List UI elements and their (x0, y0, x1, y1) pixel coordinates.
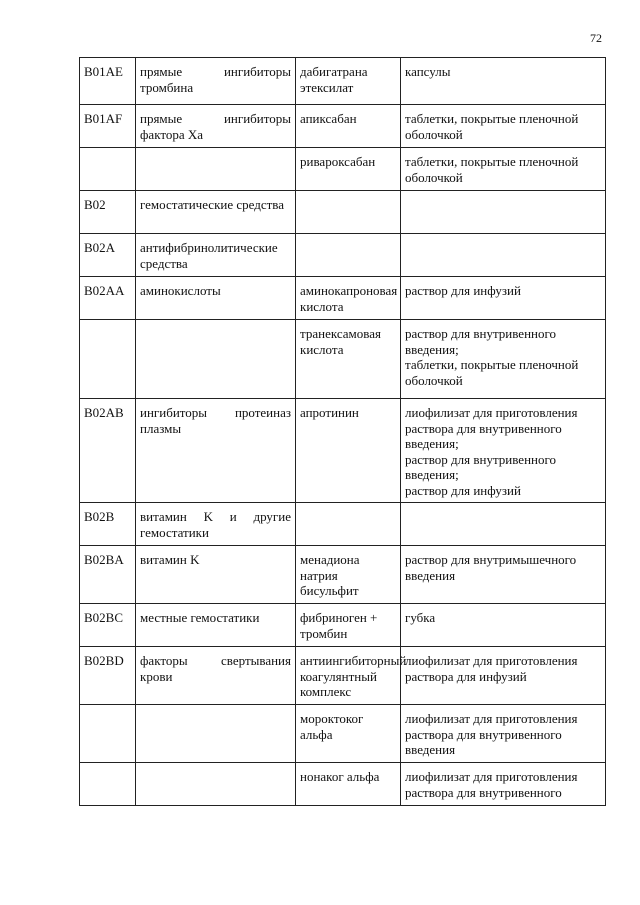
group-cell: витамин K (136, 546, 296, 604)
drug-cell: менадиона натрия бисульфит (296, 546, 401, 604)
code-cell (80, 148, 136, 191)
group-cell: витамин K и другие гемостатики (136, 503, 296, 546)
table-row (80, 503, 606, 546)
group-cell: антифибринолитические средства (136, 234, 296, 277)
drug-cell: транексамовая кислота (296, 320, 401, 399)
drug-cell (296, 503, 401, 546)
group-cell (136, 148, 296, 191)
table-row (80, 191, 606, 234)
form-cell: раствор для внутримышечного введения (401, 546, 606, 604)
form-cell: губка (401, 604, 606, 647)
form-cell (401, 191, 606, 234)
drug-table-body (80, 58, 606, 806)
code-cell: B02AB (80, 399, 136, 503)
table-row (80, 705, 606, 763)
form-cell: лиофилизат для приготовления раствора для внутривенного введения; раствор для внутривенного введения; раствор для инфузий (401, 399, 606, 503)
group-cell: местные гемостатики (136, 604, 296, 647)
form-cell: лиофилизат для приготовления раствора для инфузий (401, 647, 606, 705)
table-row (80, 105, 606, 148)
code-cell: B02 (80, 191, 136, 234)
drug-cell: апиксабан (296, 105, 401, 148)
group-cell: гемостатические средства (136, 191, 296, 234)
group-cell (136, 705, 296, 763)
group-cell (136, 320, 296, 399)
group-cell: прямые ингибиторы тромбина (136, 58, 296, 105)
table-row (80, 647, 606, 705)
code-cell: B01AF (80, 105, 136, 148)
form-cell: раствор для внутривенного введения; таблетки, покрытые пленочной оболочкой (401, 320, 606, 399)
drug-cell: дабигатрана этексилат (296, 58, 401, 105)
drug-cell: антиингибиторный коагулянтный комплекс (296, 647, 401, 705)
code-cell (80, 320, 136, 399)
form-cell: таблетки, покрытые пленочной оболочкой (401, 148, 606, 191)
table-row (80, 277, 606, 320)
drug-cell: аминокапроновая кислота (296, 277, 401, 320)
form-cell: капсулы (401, 58, 606, 105)
group-cell: прямые ингибиторы фактора Xa (136, 105, 296, 148)
table-row (80, 546, 606, 604)
drug-cell (296, 234, 401, 277)
code-cell (80, 705, 136, 763)
group-cell: ингибиторы протеиназ плазмы (136, 399, 296, 503)
form-cell: таблетки, покрытые пленочной оболочкой (401, 105, 606, 148)
table-row (80, 148, 606, 191)
form-cell: лиофилизат для приготовления раствора для внутривенного введения (401, 705, 606, 763)
drug-table (79, 57, 606, 806)
group-cell: факторы свертывания крови (136, 647, 296, 705)
table-row (80, 234, 606, 277)
page-number: 72 (590, 31, 602, 45)
code-cell: B02BD (80, 647, 136, 705)
group-cell: аминокислоты (136, 277, 296, 320)
drug-cell: ривароксабан (296, 148, 401, 191)
code-cell: B02B (80, 503, 136, 546)
form-cell (401, 234, 606, 277)
table-row (80, 763, 606, 806)
table-row (80, 58, 606, 105)
code-cell: B02BC (80, 604, 136, 647)
form-cell: лиофилизат для приготовления раствора для внутривенного (401, 763, 606, 806)
drug-cell (296, 191, 401, 234)
table-row (80, 604, 606, 647)
drug-cell: нонаког альфа (296, 763, 401, 806)
code-cell (80, 763, 136, 806)
code-cell: B01AE (80, 58, 136, 105)
group-cell (136, 763, 296, 806)
form-cell (401, 503, 606, 546)
code-cell: B02BA (80, 546, 136, 604)
drug-cell: фибриноген + тромбин (296, 604, 401, 647)
table-row (80, 399, 606, 503)
drug-cell: мороктоког альфа (296, 705, 401, 763)
code-cell: B02AA (80, 277, 136, 320)
form-cell: раствор для инфузий (401, 277, 606, 320)
table-row (80, 320, 606, 399)
code-cell: B02A (80, 234, 136, 277)
drug-cell: апротинин (296, 399, 401, 503)
